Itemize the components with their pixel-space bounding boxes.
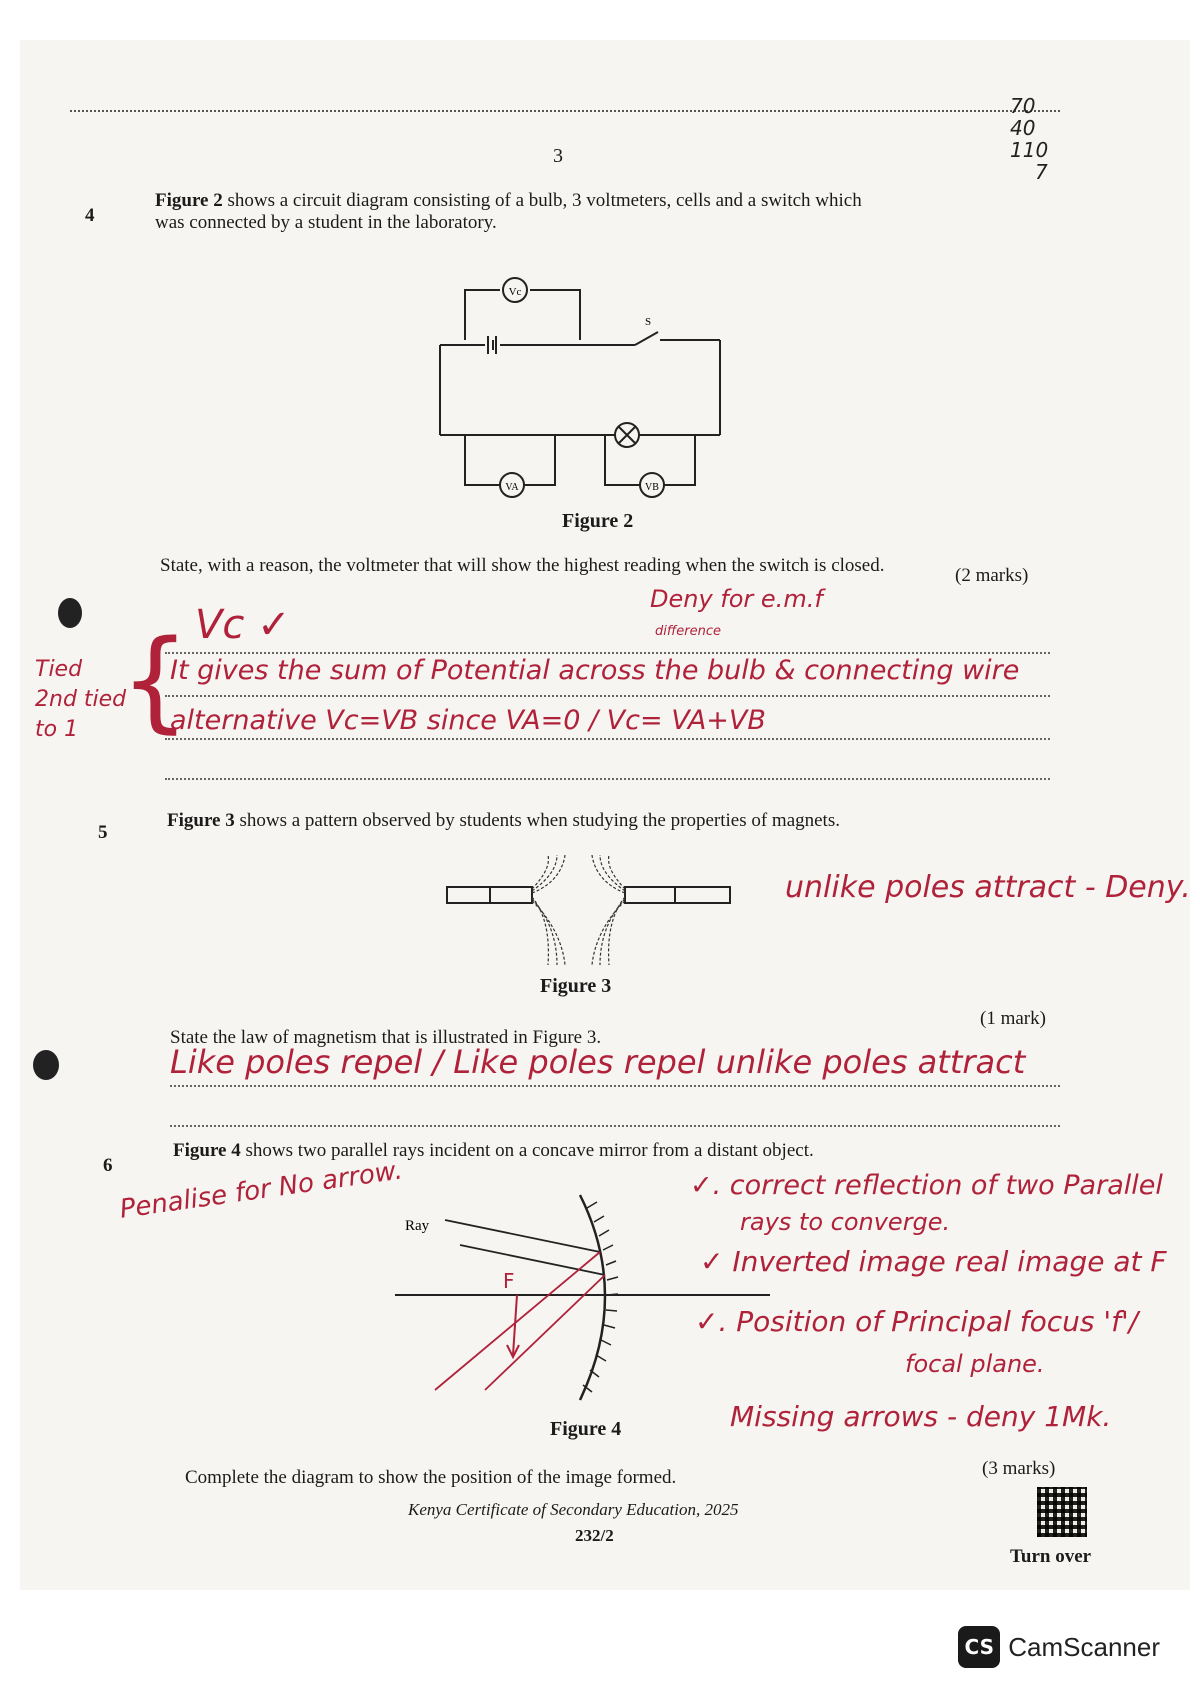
q5-text-rest: shows a pattern observed by students when studying the properties of magnets. [239,810,840,831]
q4-hand-line1: It gives the sum of Potential across the bulb & connecting wire [170,655,1020,686]
q5-hand-answer: Like poles repel / Like poles repel unlike poles attract [170,1043,1026,1081]
q6-marks: (3 marks) [982,1458,1056,1479]
tally-line: 40 [1010,116,1036,140]
q4-hand-deny: Deny for e.m.f [650,585,823,613]
q5-hand-note: unlike poles attract - Deny. [785,870,1191,905]
page-number: 3 [553,145,563,167]
ray-label: Ray [405,1218,430,1234]
tally-line: 70 [1010,94,1036,118]
q5-text [167,810,1027,832]
q4-figure-ref: Figure 2 [155,190,223,211]
q4-marks: (2 marks) [955,565,1029,586]
tally-line: 7 [1035,160,1048,184]
question-number-4: 4 [85,205,95,226]
q6-prompt: Complete the diagram to show the position of the image formed. [185,1467,677,1488]
question-number-6: 6 [103,1155,113,1176]
q5-marks: (1 mark) [980,1008,1046,1029]
q6-hand-note1b: rays to converge. [740,1208,951,1236]
switch-label: S [645,316,652,328]
answer-line [170,1085,1060,1087]
hole-punch-mark [33,1050,59,1080]
tally-line: 110 [1010,138,1049,162]
q5-prompt: State the law of magnetism that is illustrated in Figure 3. [170,1027,602,1048]
footer-code: 232/2 [575,1526,614,1545]
header-rule [70,110,1060,112]
q4-hand-margin: Tied 2nd tied to 1 [35,657,127,742]
q6-hand-penalise: Penalise for No arrow. [117,1155,405,1225]
q6-text-rest: shows two parallel rays incident on a concave mirror from a distant object. [245,1140,814,1161]
camscanner-name: CamScanner [1008,1631,1160,1662]
q4-hand-difference: difference [655,624,721,639]
answer-line [165,738,1050,740]
footer-exam: Kenya Certificate of Secondary Education, 2025 [408,1500,739,1519]
camscanner-watermark [958,1626,1160,1668]
figure-4-caption: Figure 4 [550,1418,622,1440]
q4-hand-line2: alternative Vc=VB since VA=0 / Vc= VA+VB [170,705,766,736]
concave-mirror-diagram [395,1190,785,1410]
camscanner-logo-icon: CS [958,1626,1000,1668]
margin-tally [1010,95,1048,183]
q6-figure-ref: Figure 4 [173,1140,241,1161]
answer-line [165,778,1050,780]
q4-text-line2: was connected by a student in the laboratory. [155,212,497,233]
answer-line [165,652,1050,654]
q4-text [155,190,1035,234]
q6-hand-note3: ✓. Position of Principal focus 'f'/ [695,1305,1139,1338]
figure-2-caption: Figure 2 [562,510,634,532]
q5-figure-ref: Figure 3 [167,810,235,831]
answer-line [170,1125,1060,1127]
circuit-diagram [430,270,730,500]
q6-hand-note2: ✓ Inverted image real image at F [700,1245,1167,1278]
vb-label: VB [645,482,659,493]
va-label: VA [505,482,519,493]
hole-punch-mark [58,598,82,628]
q4-prompt: State, with a reason, the voltmeter that will show the highest reading when the switch is closed. [160,555,885,576]
q4-hand-answer: Vc ✓ [195,602,291,648]
question-number-5: 5 [98,822,108,843]
q6-hand-note1: ✓. correct reflection of two Parallel [690,1170,1163,1201]
figure-3-caption: Figure 3 [540,975,612,997]
magnets-diagram [445,855,735,965]
q4-text-rest: shows a circuit diagram consisting of a bulb, 3 voltmeters, cells and a switch which [227,190,862,211]
q6-hand-note3b: focal plane. [905,1350,1045,1378]
margin-brace: { [120,616,190,744]
turn-over: Turn over [1010,1546,1092,1567]
answer-line [165,695,1050,697]
focus-label: F [503,1269,515,1293]
qr-code-icon [1037,1487,1087,1537]
q6-text [173,1140,1023,1162]
vc-label: Vc [508,286,522,298]
q6-hand-note4: Missing arrows - deny 1Mk. [730,1400,1112,1433]
